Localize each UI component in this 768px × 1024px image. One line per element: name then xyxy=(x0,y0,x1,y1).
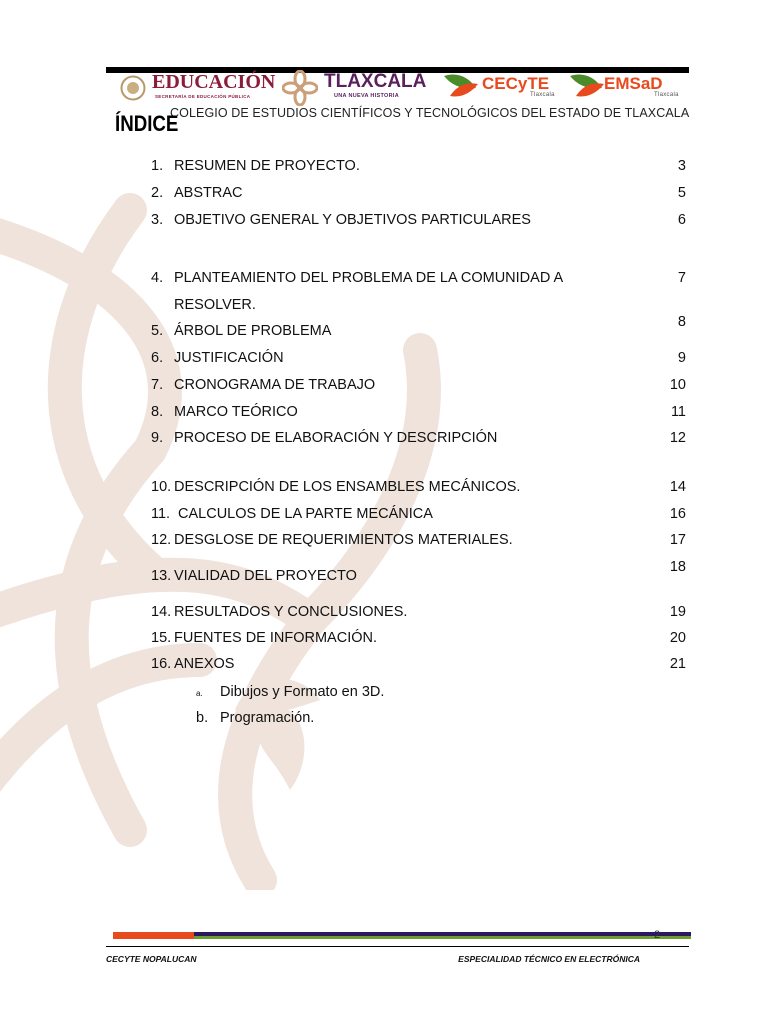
toc-item-page: 14 xyxy=(669,479,686,495)
toc-item-label: ÁRBOL DE PROBLEMA xyxy=(174,323,332,339)
toc-item-label: PLANTEAMIENTO DEL PROBLEMA DE LA COMUNIDAD A xyxy=(174,270,564,286)
toc-subitem-marker: a. xyxy=(196,689,203,698)
toc-item-number: 11. xyxy=(151,506,171,522)
toc-item-5 xyxy=(151,314,686,345)
toc-item-14 xyxy=(151,604,686,626)
cecyte-logo-subtitle: Tlaxcala xyxy=(530,92,555,98)
toc-item-7 xyxy=(151,377,686,399)
cecyte-leaf-icon xyxy=(442,70,480,102)
toc-item-page: 9 xyxy=(677,350,686,366)
emsad-logo-subtitle: Tlaxcala xyxy=(654,92,679,98)
toc-item-label: MARCO TEÓRICO xyxy=(174,404,298,420)
toc-item-page: 21 xyxy=(669,656,686,672)
toc-subitem-label: Programación. xyxy=(220,710,315,726)
toc-item-12 xyxy=(151,532,686,554)
toc-item-number: 4. xyxy=(151,270,164,286)
toc-item-page: 10 xyxy=(669,377,686,393)
toc-item-1 xyxy=(151,158,686,180)
toc-item-label: FUENTES DE INFORMACIÓN. xyxy=(174,630,378,646)
toc-item-label: CALCULOS DE LA PARTE MECÁNICA xyxy=(174,506,433,522)
toc-item-label: OBJETIVO GENERAL Y OBJETIVOS PARTICULARES xyxy=(174,212,531,228)
toc-item-number: 9. xyxy=(151,430,164,446)
toc-item-page: 8 xyxy=(677,314,686,330)
toc-subitem-marker: b. xyxy=(196,710,209,726)
toc-item-page: 18 xyxy=(669,559,686,575)
toc-item-label: ABSTRAC xyxy=(174,185,243,201)
toc-item-page: 5 xyxy=(677,185,686,201)
toc-item-page: 17 xyxy=(669,532,686,548)
toc-item-page: 12 xyxy=(669,430,686,446)
toc-item-label: ANEXOS xyxy=(174,656,235,672)
cecyte-logo-text: CECyTE xyxy=(482,74,550,93)
toc-item-page: 19 xyxy=(669,604,686,620)
footer-specialty: ESPECIALIDAD TÉCNICO EN ELECTRÓNICA xyxy=(458,954,640,964)
toc-item-page: 16 xyxy=(669,506,686,522)
toc-item-16 xyxy=(151,656,686,678)
emsad-logo xyxy=(568,74,689,102)
toc-item-label: RESUMEN DE PROYECTO. xyxy=(174,158,360,174)
footer-school-name: CECYTE NOPALUCAN xyxy=(106,954,197,964)
toc-item-number: 5. xyxy=(151,323,164,339)
toc-subitem-b xyxy=(196,710,314,726)
toc-item-number: 14. xyxy=(151,604,172,620)
cecyte-logo xyxy=(442,74,562,102)
toc-item-number: 12. xyxy=(151,532,172,548)
toc-item-number: 2. xyxy=(151,185,164,201)
toc-subitem-label: Dibujos y Formato en 3D. xyxy=(220,684,385,700)
toc-item-number: 1. xyxy=(151,158,164,174)
toc-item-label: DESCRIPCIÓN DE LOS ENSAMBLES MECÁNICOS. xyxy=(174,479,521,495)
toc-item-page: 20 xyxy=(669,630,686,646)
toc-item-10 xyxy=(151,479,686,501)
toc-item-number: 10. xyxy=(151,479,172,495)
toc-item-3 xyxy=(151,212,686,234)
college-name: COLEGIO DE ESTUDIOS CIENTÍFICOS Y TECNOLÓGICOS DEL ESTADO DE TLAXCALA xyxy=(170,106,690,120)
footer-divider xyxy=(106,946,689,947)
footer-bar-orange xyxy=(113,932,194,939)
toc-item-label: CRONOGRAMA DE TRABAJO xyxy=(174,377,376,393)
toc-item-11 xyxy=(151,506,686,528)
mexico-seal-icon xyxy=(120,75,146,101)
tlaxcala-flower-icon xyxy=(282,70,318,106)
toc-item-number: 16. xyxy=(151,656,172,672)
toc-item-13 xyxy=(151,559,686,590)
educacion-logo xyxy=(120,71,276,102)
toc-item-number: 7. xyxy=(151,377,164,393)
toc-item-4 xyxy=(151,270,686,320)
toc-item-page: 7 xyxy=(677,270,686,286)
toc-item-label: RESULTADOS Y CONCLUSIONES. xyxy=(174,604,408,620)
toc-item-page: 6 xyxy=(677,212,686,228)
toc-item-label: JUSTIFICACIÓN xyxy=(174,350,284,366)
toc-item-page: 11 xyxy=(670,404,686,420)
educacion-logo-text: EDUCACIÓN xyxy=(152,71,276,93)
toc-item-2 xyxy=(151,185,686,207)
toc-item-page: 3 xyxy=(677,158,686,174)
emsad-leaf-icon xyxy=(568,70,606,102)
tlaxcala-logo xyxy=(282,71,432,102)
toc-item-number: 15. xyxy=(151,630,172,646)
toc-subitem-a xyxy=(196,684,384,700)
footer-bar-purple xyxy=(194,932,691,939)
toc-item-number: 8. xyxy=(151,404,164,420)
toc-item-number: 3. xyxy=(151,212,164,228)
toc-item-label: DESGLOSE DE REQUERIMIENTOS MATERIALES. xyxy=(174,532,513,548)
toc-item-label: PROCESO DE ELABORACIÓN Y DESCRIPCIÓN xyxy=(174,430,498,446)
page-number: 2 xyxy=(654,929,661,941)
toc-item-number: 6. xyxy=(151,350,164,366)
toc-item-9 xyxy=(151,430,686,452)
tlaxcala-logo-subtitle: UNA NUEVA HISTORIA xyxy=(334,93,399,99)
toc-item-15 xyxy=(151,630,686,652)
toc-item-label-continued: RESOLVER. xyxy=(174,297,256,313)
tlaxcala-logo-text: TLAXCALA xyxy=(324,71,427,92)
emsad-logo-text: EMSaD xyxy=(604,74,663,93)
header-logos xyxy=(106,71,689,102)
toc-item-label: VIALIDAD DEL PROYECTO xyxy=(174,568,357,584)
toc-item-8 xyxy=(151,404,686,426)
toc-item-number: 13. xyxy=(151,568,172,584)
toc-item-6 xyxy=(151,350,686,372)
page-title: ÍNDICE xyxy=(115,111,179,136)
educacion-logo-subtitle: SECRETARÍA DE EDUCACIÓN PÚBLICA xyxy=(155,94,251,99)
